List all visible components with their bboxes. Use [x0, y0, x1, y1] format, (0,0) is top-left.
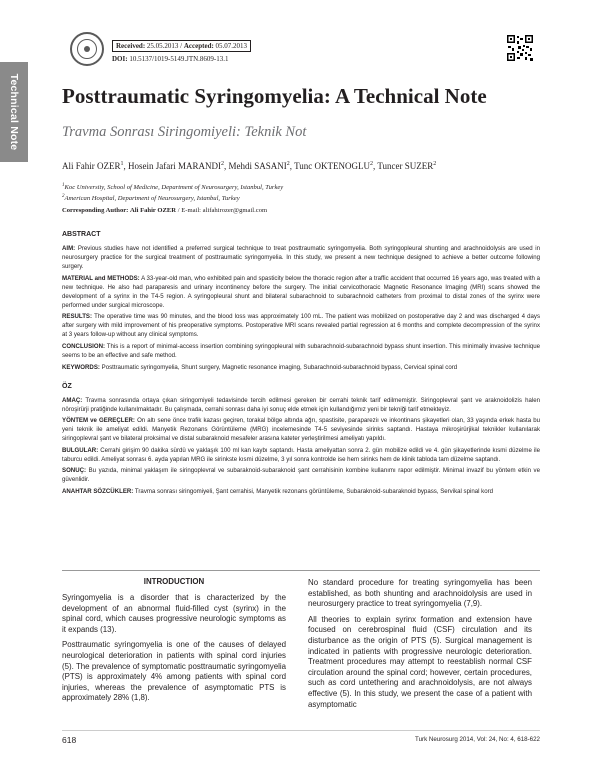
oz-yontem: YÖNTEM ve GEREÇLER: On altı sene önce trafik kazası geçiren, torakal bölge altında ağrı, spastisite, parapareziı ve inkontinans şikayetleri olan, 33 yaşında erkek hasta bu yeni teknik ile ameliyat edildi. Manyetik Rezonans Görüntüleme (MRG) incelemesinde T4-5 seviyesinde sirinks saptandı. Hastaya mikroşirürjikal teknikler kullanılarak siringoplevral şant ve bilateral proksimal ve distal subaraknoid mesafeler arasına kateter yerleştirilmesi ameliyatı yapıldı. [62, 417, 540, 443]
doi-value: 10.5137/1019-5149.JTN.8609-13.1 [129, 55, 229, 63]
affiliations [62, 181, 283, 203]
abstract-heading: ABSTRACT [62, 231, 101, 238]
affiliation-line: $^1$Koc University, School of Medicine, Department of Neurosurgery, Istanbul, Turkey [62, 183, 284, 192]
article-dates [112, 40, 251, 64]
author-affiliation-mark: 2 [220, 161, 224, 167]
section-tab-label: Technical Note [8, 73, 20, 151]
author-separator: , [289, 161, 295, 171]
body-paragraph: No standard procedure for treating syringomyelia has been established, as both shunting and arachnoidolysis are used in neurosurgery practice to treat syringomyelia (7,9). [308, 578, 532, 609]
accepted-label: Accepted: [183, 42, 214, 50]
oz-amac: AMAÇ: Travma sonrasında ortaya çıkan siringomiyeli tedavisinde tercih edilmesi gereken bir cerrahi teknik tarif edilmemiştir. Siringoplevral şant ve araknoidolizis halen nöroşirürji pratiğinde kullanılmaktadır. Bu çalışmada, cerrahi sonrası daha iyi sonuç elde etmek için kullandığımız yeni bir tekniği tarif etmekteyiz. [62, 396, 540, 413]
body-paragraph: Syringomyelia is a disorder that is characterized by the development of an abnormal fluid-filled cyst (syrinx) in the spinal cord, which causes progressive neurologic symptoms as it expands (13). [62, 593, 286, 634]
email-link[interactable]: alifahirozer@gmail.com [202, 207, 268, 214]
introduction-heading: INTRODUCTION [143, 577, 205, 586]
email-label: / E-mail: [177, 207, 201, 214]
abstract-keywords: KEYWORDS: Posttraumatic syringomyelia, Shunt surgery, Magnetic resonance imaging, Subarachnoid-subarachnoid bypass, Cervical spinal cord [62, 363, 458, 371]
abstract-conclusion: CONCLUSION: This is a report of minimal-access insertion combining syringopleural with subarachnoid-subarachnoid bypass shunt insertion. This minimally invasive technique seems to be an effective and safe method. [62, 342, 540, 360]
qr-code-icon [506, 34, 534, 62]
author-affiliation-mark: 2 [370, 161, 374, 167]
abstract-results: RESULTS: The operative time was 90 minutes, and the blood loss was approximately 100 mL. The patient was mobilized on postoperative day 2 and was discharged 4 days after surgery with mild improvement of his preoperative symptoms. Postoperative MRI scans revealed partial regression at 6 months and complete decompression of the syrinx at 3 years follow-up without any clinical symptoms. [62, 313, 540, 339]
author-separator: , [123, 161, 128, 171]
author-affiliation-mark: 2 [433, 161, 437, 167]
abstract-methods: MATERIAL and METHODS: A 33-year-old man, who exhibited pain and spasticity below the thoracic region after a traffic accident that occurred 16 years ago, was treated with a new technique. He also had paraparesis and urinary incontinency before the surgery. The initial cervicothoracic Magnetic Resonance Imaging (MRI) scans showed the development of a syrinx in the T4-5 region. A syringopleural shunt and bilateral subarachnoid to subarachnoid catheters from proximal to distal zones of the syrinx were performed under surgical microscope. [62, 274, 541, 309]
article-subtitle-turkish: Travma Sonrası Siringomiyeli: Teknik Not [62, 124, 307, 140]
oz-bulgular: BULGULAR: Cerrahi girişim 90 dakika sürdü ve yaklaşık 100 ml kan kaybı saptandı. Hasta ameliyattan sonra 2. gün mobilize edildi ve 4. gün şikayetlerinde kısmi düzelme ile taburcu edildi. Ameliyat sonrası 6. ayda yapılan MRG ile sirinkste kısmi düzelme, 3 yıl sonra kontrolde ise hem sirinks hem de klinik tabloda tam düzelme saptandı. [62, 446, 540, 463]
body-column-right [308, 578, 532, 715]
author-name: Ali Fahir OZER [62, 161, 121, 171]
article-title: Posttraumatic Syringomyelia: A Technical Note [62, 84, 487, 108]
author-separator: , [223, 161, 229, 171]
received-label: Received: [116, 42, 146, 50]
section-divider [62, 570, 540, 571]
oz-sonuc: SONUÇ: Bu yazıda, minimal yaklaşım ile siringoplevral ve subaraknoid-subaraknoid şant cerrahisinin kombine kullanımı rapor edilmiştir. Minimal invazif bu yöntem etkin ve güvenlidir. [62, 467, 540, 484]
author-name: Tuncer SUZER [377, 161, 434, 171]
author-list [62, 161, 436, 171]
author-name: Hosein Jafari MARANDI [128, 161, 221, 171]
section-tab [0, 62, 28, 162]
abstract-aim: AIM: Previous studies have not identified a preferred surgical technique to treat posttraumatic syringomyelia. Both syringopleural shunting and arachnoidolysis are used in neurosurgery practice for the surgical treatment of posttraumatic syringomyelia. In this study, we present a new technique designed to achieve a better outcome following surgery. [62, 245, 540, 271]
corresponding-name: Ali Fahir OZER [130, 207, 177, 214]
footer-divider [62, 730, 540, 731]
body-paragraph: All theories to explain syrinx formation and extension have focused on cerebrospinal fluid (CSF) circulation and its disturbance as the origin of PTS (5). Surgical management is indicated in patients with progressive neurologic deterioration. Treatment procedures may attempt to reestablish normal CSF circulation around the spinal cord; however, certain procedures, such as cord untethering and arachnoidolysis, are not always effective (5). In this study, we present the case of a patient with asymptomatic [308, 614, 532, 709]
abstract-block [62, 226, 540, 499]
page-number: 618 [62, 735, 77, 745]
body-column-left [62, 574, 286, 709]
accepted-date: 05.07.2013 [215, 42, 248, 50]
author-separator: , [373, 161, 378, 171]
doi-label: DOI: [112, 55, 128, 63]
dates-box: Received: 25.05.2013 / Accepted: 05.07.2013 [112, 40, 251, 52]
author-name: Tunc OKTENOGLU [294, 161, 371, 171]
oz-anahtar-sozcukler: ANAHTAR SÖZCÜKLER: Travma sonrası siringomiyeli, Şant cerrahisi, Manyetik rezonans görüntüleme, Subaraknoid-subaraknoid bypass, Servikal spinal kord [62, 488, 494, 496]
author-affiliation-mark: 1 [120, 161, 124, 167]
corresponding-author [62, 207, 267, 214]
journal-logo [70, 32, 104, 66]
received-date: 25.05.2013 [146, 42, 179, 50]
journal-citation: Turk Neurosurg 2014, Vol: 24, No: 4, 618-622 [415, 736, 540, 743]
author-name: Mehdi SASANI [228, 161, 287, 171]
affiliation-line: $^2$American Hospital, Department of Neurosurgery, Istanbul, Turkey [62, 194, 240, 203]
corresponding-label: Corresponding Author: [62, 207, 129, 214]
oz-heading: ÖZ [62, 382, 72, 390]
author-affiliation-mark: 2 [286, 161, 290, 167]
body-paragraph: Posttraumatic syringomyelia is one of the causes of delayed neurological deterioration in patients with spinal cord injuries (5). The prevalence of symptomatic posttraumatic syringomyelia (PTS) is approximately 4% among patients with spinal cord injuries, whereas the prevalence of asymptomatic PTS is approximately 28% (1,8). [62, 640, 286, 703]
